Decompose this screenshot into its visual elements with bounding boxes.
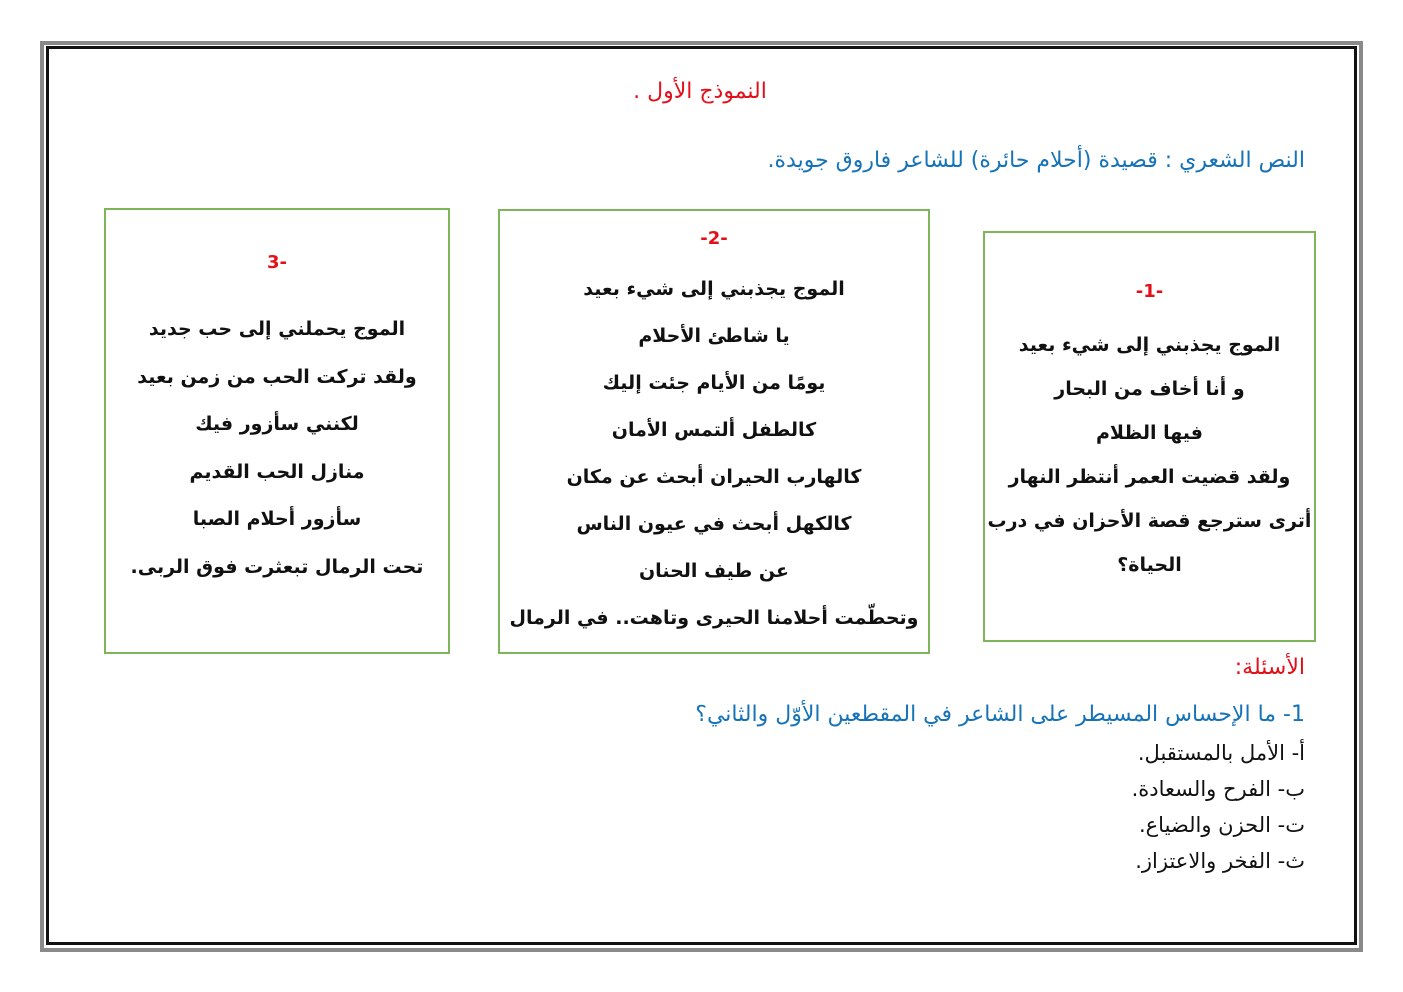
verse-line: تحت الرمال تبعثرت فوق الربى. bbox=[130, 555, 424, 578]
stanza-box-3 bbox=[104, 208, 450, 654]
verse-line: يا شاطئ الأحلام bbox=[638, 325, 790, 347]
questions-heading: الأسئلة: bbox=[1234, 655, 1305, 680]
verse-line: لكنني سأزور فيك bbox=[195, 413, 359, 435]
verse-line: منازل الحب القديم bbox=[189, 460, 365, 483]
verse-line: الموج يحملني إلى حب جديد bbox=[148, 318, 406, 340]
stanza-number: -2- bbox=[700, 228, 728, 249]
verse-line: كالكهل أبحث في عيون الناس bbox=[576, 513, 852, 535]
verse-line: وتحطّمت أحلامنا الحيرى وتاهت.. في الرمال bbox=[509, 607, 919, 629]
verse-line: أترى سترجع قصة الأحزان في درب bbox=[987, 510, 1312, 532]
option-b: ب- الفرح والسعادة. bbox=[1131, 777, 1305, 801]
stanza-number: -3 bbox=[266, 252, 287, 273]
verse-line: يومًا من الأيام جئت إليك bbox=[602, 372, 826, 394]
stanza-number: -1- bbox=[1135, 281, 1164, 302]
page-title: النموذج الأول . bbox=[633, 79, 767, 104]
verse-line: كالطفل ألتمس الأمان bbox=[611, 419, 817, 441]
verse-line: الموج يجذبني إلى شيء بعيد bbox=[1018, 334, 1281, 356]
option-d: ث- الفخر والاعتزاز. bbox=[1135, 849, 1305, 873]
verse-line: كالهارب الحيران أبحث عن مكان bbox=[566, 466, 862, 488]
poem-subtitle: النص الشعري : قصيدة (أحلام حائرة) للشاعر فاروق جويدة. bbox=[767, 148, 1305, 173]
question-text: 1- ما الإحساس المسيطر على الشاعر في المقطعين الأوّل والثاني؟ bbox=[695, 702, 1305, 727]
verse-line: ولقد قضيت العمر أنتظر النهار bbox=[1008, 466, 1291, 488]
option-a: أ- الأمل بالمستقبل. bbox=[1137, 741, 1305, 765]
verse-line: الموج يجذبني إلى شيء بعيد bbox=[583, 278, 845, 300]
verse-line: عن طيف الحنان bbox=[638, 560, 790, 582]
verse-line: ولقد تركت الحب من زمن بعيد bbox=[137, 365, 417, 388]
stanza-box-1 bbox=[983, 231, 1316, 642]
stanza-box-2 bbox=[498, 209, 930, 654]
verse-line: سأزور أحلام الصبا bbox=[192, 508, 362, 530]
verse-line: الحياة؟ bbox=[1117, 554, 1182, 576]
option-c: ت- الحزن والضياع. bbox=[1138, 813, 1305, 837]
answer-options bbox=[1132, 735, 1305, 879]
verse-line: و أنا أخاف من البحار bbox=[1054, 378, 1245, 400]
verse-line: فيها الظلام bbox=[1096, 422, 1203, 444]
